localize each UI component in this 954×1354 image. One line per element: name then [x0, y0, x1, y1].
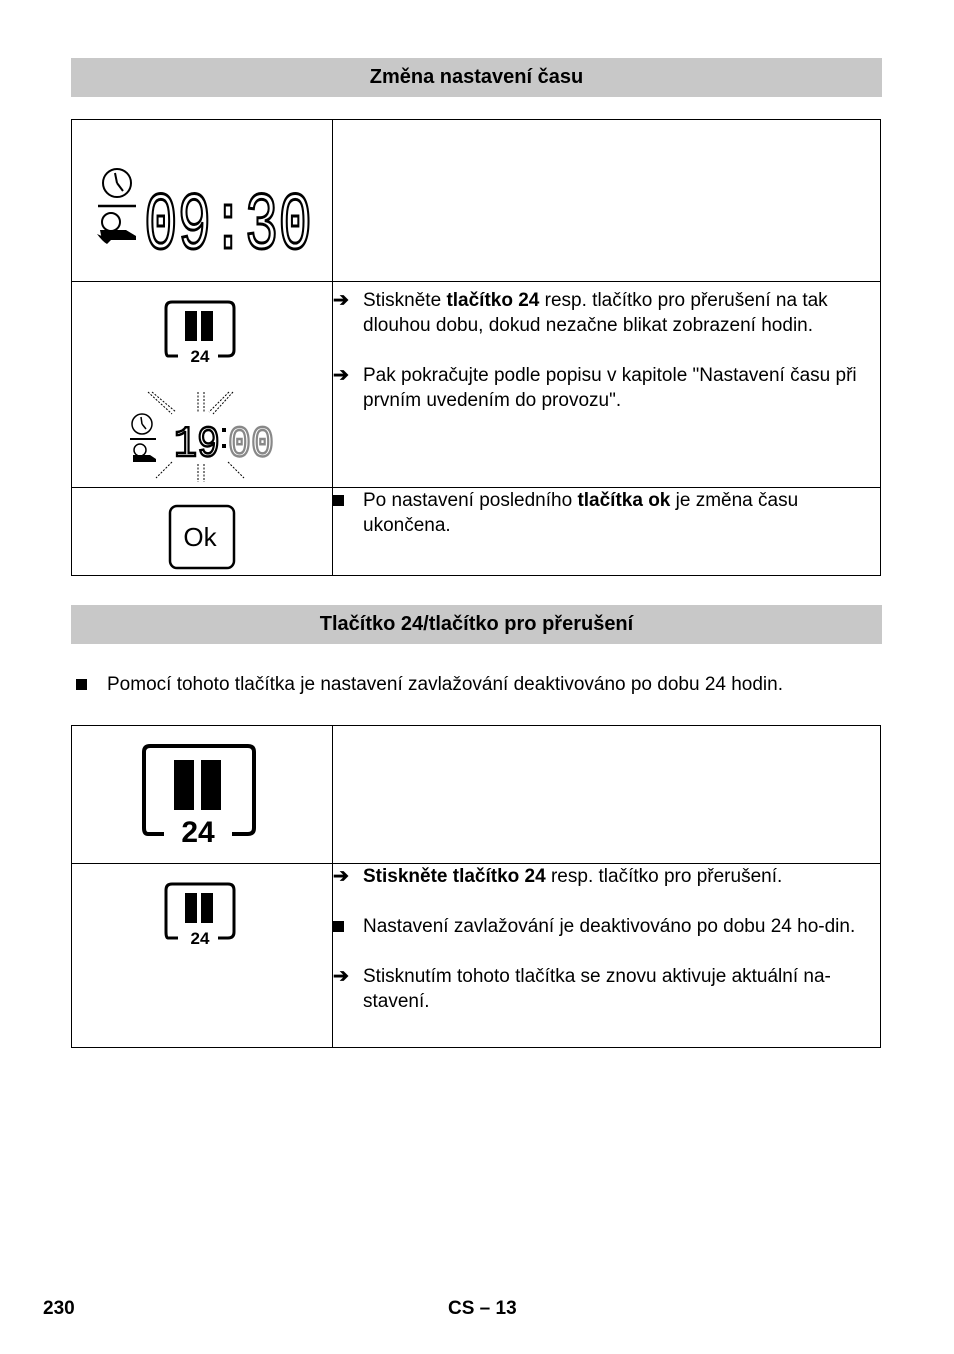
instruction-item: ➔ Stiskněte tlačítko 24 resp. tlačítko pro přerušení. — [333, 866, 783, 887]
instruction-item: ➔ Stiskněte tlačítko 24 resp. tlačítko pro přerušení na tak dlouhou dobu, dokud nezačne blikat zobrazení hodin. — [333, 290, 828, 336]
arrow-right-icon: ➔ — [333, 866, 349, 887]
instruction-cell-3 — [333, 864, 881, 1048]
hour-display: 19 — [174, 420, 220, 470]
svg-text:24: 24 — [190, 347, 210, 366]
time-change-table — [71, 119, 881, 576]
instruction-item: Nastavení zavlažování je deaktivováno po dobu 24 ho-din. — [333, 914, 880, 939]
empty-text-cell — [333, 120, 881, 282]
square-bullet-icon — [76, 672, 107, 697]
button-24-table — [71, 725, 881, 1048]
intro-paragraph: Pomocí tohoto tlačítka je nastavení zavlažování deaktivováno po dobu 24 hodin. — [76, 672, 783, 697]
ok-button-icon — [168, 504, 236, 570]
minute-display: 00 — [228, 420, 274, 470]
section-label: CS – 13 — [448, 1298, 517, 1319]
button-24-icon — [164, 882, 236, 948]
instruction-item: ➔ Pak pokračujte podle popisu v kapitole "Nastavení času při prvním uvedením do provozu". — [333, 365, 857, 411]
section-heading-time-change: Změna nastavení času — [71, 58, 882, 97]
small-button-cell — [72, 864, 333, 1048]
time-display: 09:30 — [144, 180, 312, 273]
large-button-cell — [72, 726, 333, 864]
square-bullet-icon — [333, 914, 363, 939]
instruction-item: ➔ Stisknutím tohoto tlačítka se znovu aktivuje aktuální na-stavení. — [333, 966, 831, 1012]
instruction-item: Po nastavení posledního tlačítka ok je změna času ukončena. — [333, 488, 880, 538]
arrow-right-icon: ➔ — [333, 290, 349, 311]
empty-text-cell — [333, 726, 881, 864]
arrow-right-icon: ➔ — [333, 365, 349, 386]
instruction-cell-1 — [333, 282, 881, 488]
svg-text:24: 24 — [190, 929, 210, 948]
svg-text:Ok: Ok — [183, 522, 217, 552]
button-24-large-icon — [142, 744, 258, 848]
clock-display-icon — [94, 162, 324, 272]
square-bullet-icon — [333, 488, 363, 513]
button-24-icon — [164, 300, 236, 366]
page-number: 230 — [43, 1298, 75, 1319]
instruction-cell-2 — [333, 488, 881, 576]
arrow-right-icon: ➔ — [333, 966, 349, 987]
blinking-display-cell — [72, 282, 333, 488]
blinking-hour-display-icon — [128, 392, 278, 484]
display-clock-cell — [72, 120, 333, 282]
ok-button-cell — [72, 488, 333, 576]
section-heading-button-24: Tlačítko 24/tlačítko pro přerušení — [71, 605, 882, 644]
svg-text:24: 24 — [181, 816, 215, 849]
